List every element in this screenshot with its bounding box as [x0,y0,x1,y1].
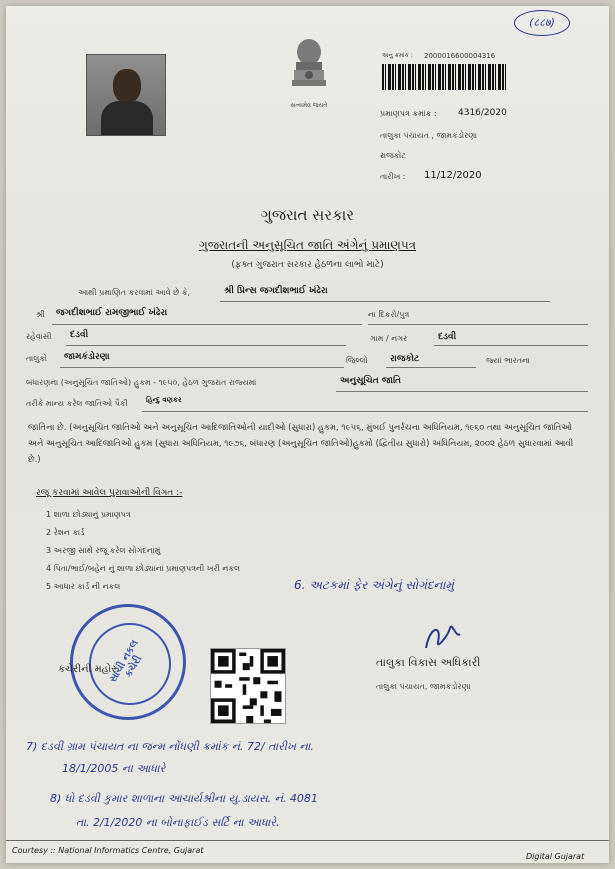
handwritten-note-8-line-2: તા. 2/1/2020 ના બોનાફાઈડ સર્ટિ ના આધારે. [76,816,280,829]
office-line-2: રાજકોટ [380,151,406,160]
document-item: 4 પિતા/ભાઈ/બહેન નું શાળા છોડ્યાનાં પ્રમાણપત્રની ખરી નકલ [46,564,241,573]
office-seal-label: કચેરીની મહોર [58,664,117,675]
document-item: 3 અરજી સાથે રજૂ કરેલ સોગંદનામું [46,546,161,555]
state-label: જ્યાં ભારતના [486,356,531,365]
order-text: બંધારણના (અનુસૂચિત જાતિઓ) હુકમ - ૧૯૫૦, હેઠળ ગુજરાત રાજ્યમાં [26,378,257,387]
certificate-page [6,6,609,863]
parent-name: જગદીશભાઈ રામજીભાઈ ખંઢેરા [56,308,168,318]
certificate-number-label: પ્રમાણપત્ર ક્રમાંક : [380,109,437,118]
officer-title: તાલુકા વિકાસ અધિકારી [376,656,481,669]
issue-date: 11/12/2020 [424,170,482,181]
handwritten-note-7-line-2: 18/1/2005 ના આધારે [62,762,166,775]
caste-value: હિન્દુ વણકર [146,396,182,404]
certificate-note: (ફક્ત ગુજરાત સરકાર હેઠળના લાભો માટે) [231,260,384,270]
category-value: અનુસૂચિત જાતિ [340,376,401,386]
district-value: રાજકોટ [390,354,420,364]
officer-signature [420,618,466,658]
footer-brand: Digital Gujarat [526,852,585,861]
qr-code [210,648,286,724]
office-line-1: તાલુકા પંચાયત , જામકંડોરણા [380,131,478,140]
handwritten-note-7-line-1: 7) દડવી ગ્રામ પંચાયત ના જન્મ નોંધણી ક્રમાંક નં. 72/ તારીખ ના. [26,740,314,753]
village-label: ગામ / નગર [370,334,408,343]
recognized-label: તરીકે માન્ય કરેલ જાતિઓ પૈકી [26,399,128,408]
applicant-photo [86,54,166,136]
relation-label: ના દિકરો/પુત્ર [368,310,410,319]
taluka-label: તાલુકો [26,354,47,363]
government-title: ગુજરાત સરકાર [260,206,355,224]
date-label: તારીખ : [380,172,406,181]
parent-prefix: શ્રી [36,310,45,319]
corner-number: (८८७) [514,10,570,36]
footer-divider [6,840,609,841]
applicant-name: શ્રી પ્રિન્સ જગદીશભાઈ ખંઢેરા [224,286,328,296]
resident-label: રહેવાસી [26,332,52,341]
seal-text: સાચી નકલ કચેરી [107,638,145,685]
document-item: 2 રેશન કાર્ડ [46,528,85,537]
village-value: દડવી [438,332,457,342]
serial-number: 2000016600004316 [424,52,496,60]
footer-courtesy: Courtesy :: National Informatics Centre, Gujarat [12,846,204,855]
district-label: જિલ્લો [346,356,368,365]
documents-heading: રજૂ કરવામાં આવેલ પુરાવાઓની વિગત :- [36,488,183,498]
resident-value: દડવી [70,330,89,340]
emblem-caption: સત્યમેવ જયતે [290,102,328,109]
office-seal [70,604,186,720]
body-paragraph: જાતિના છે. (અનુસૂચિત જાતિઓ અને અનુસૂચિત આદિજાતિઓની યાદીઓ (સુધારા) હુકમ, ૧૯૫૬, મુંબઈ પુનર્રચના અધિનિયમ, ૧૯૬૦ તથા અનુસૂચિત જાતિઓ અને અનુસૂચિત આદિજાતિઓ હુકમ (સુધારા અધિનિયમ, ૧૯૭૬, બંધારણ (અનુસૂચિત જાતિઓ)હુકમો (દ્વિતીય સુધારો) અધિનિયમ, ૨૦૦૨ હેઠળ સુધારવામાં આવી છે.) [28,423,574,465]
document-item: 1 શાળા છોડ્યાનું પ્રમાણપત્ર [46,510,131,519]
certificate-title: ગુજરાતની અનુસૂચિત જાતિ અંગેનું પ્રમાણપત્ર [198,238,417,252]
handwritten-note-8-line-1: 8) ધો દડવી કુમાર શાળાના આચાર્યશ્રીના યુ.ડાયસ. નં. 4081 [50,792,318,805]
handwritten-document-6: 6. અટકમાં ફેર અંગેનું સોગંદનામું [294,578,454,592]
certify-label: આથી પ્રમાણિત કરવામાં આવે છે કે, [78,288,191,297]
document-item: 5 આધાર કાર્ડ ની નકલ [46,582,121,591]
taluka-value: જામકંડોરણા [64,352,110,362]
barcode [382,64,508,90]
certificate-number: 4316/2020 [458,108,507,118]
officer-office: તાલુકા પંચાયત, જામકંડોરણા [376,682,471,691]
serial-number-label: અનુ ક્રમાંક : [382,52,413,59]
